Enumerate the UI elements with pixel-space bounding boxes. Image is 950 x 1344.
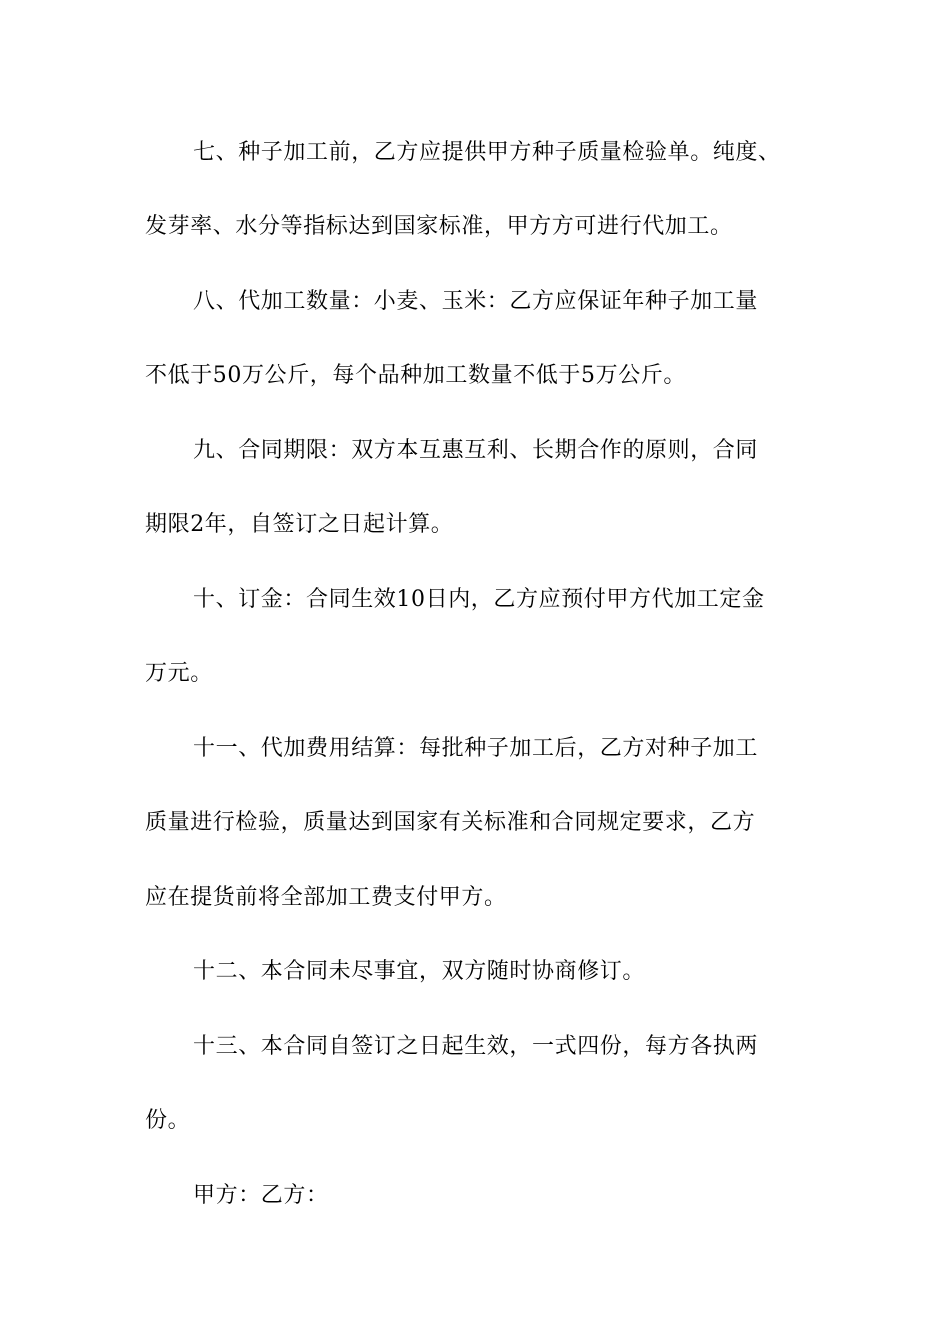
clause-11-line-1: 十一、代加费用结算：每批种子加工后，乙方对种子加工 [193,736,759,761]
signature-parties-line: 甲方：乙方： [193,1183,329,1208]
clause-12-line-1: 十二、本合同未尽事宜，双方随时协商修订。 [193,959,646,984]
clause-7-line-2: 发芽率、水分等指标达到国家标准，甲方方可进行代加工。 [145,214,733,239]
clause-13-line-2: 份。 [145,1108,191,1133]
clause-10-line-2: 万元。 [145,661,213,686]
clause-9-line-1: 九、合同期限：双方本互惠互利、长期合作的原则，合同 [193,438,759,463]
clause-11-line-2: 质量进行检验，质量达到国家有关标准和合同规定要求，乙方 [145,810,756,835]
clause-11-line-3: 应在提货前将全部加工费支付甲方。 [145,885,507,910]
clause-9-line-2: 期限2年，自签订之日起计算。 [145,512,454,537]
clause-8-line-2: 不低于50万公斤，每个品种加工数量不低于5万公斤。 [145,363,686,388]
clause-7-line-1: 七、种子加工前，乙方应提供甲方种子质量检验单。纯度、 [193,140,781,165]
clause-8-line-1: 八、代加工数量：小麦、玉米：乙方应保证年种子加工量 [193,289,759,314]
clause-13-line-1: 十三、本合同自签订之日起生效，一式四份，每方各执两 [193,1034,759,1059]
clause-10-line-1: 十、订金：合同生效10日内，乙方应预付甲方代加工定金 [193,587,765,612]
